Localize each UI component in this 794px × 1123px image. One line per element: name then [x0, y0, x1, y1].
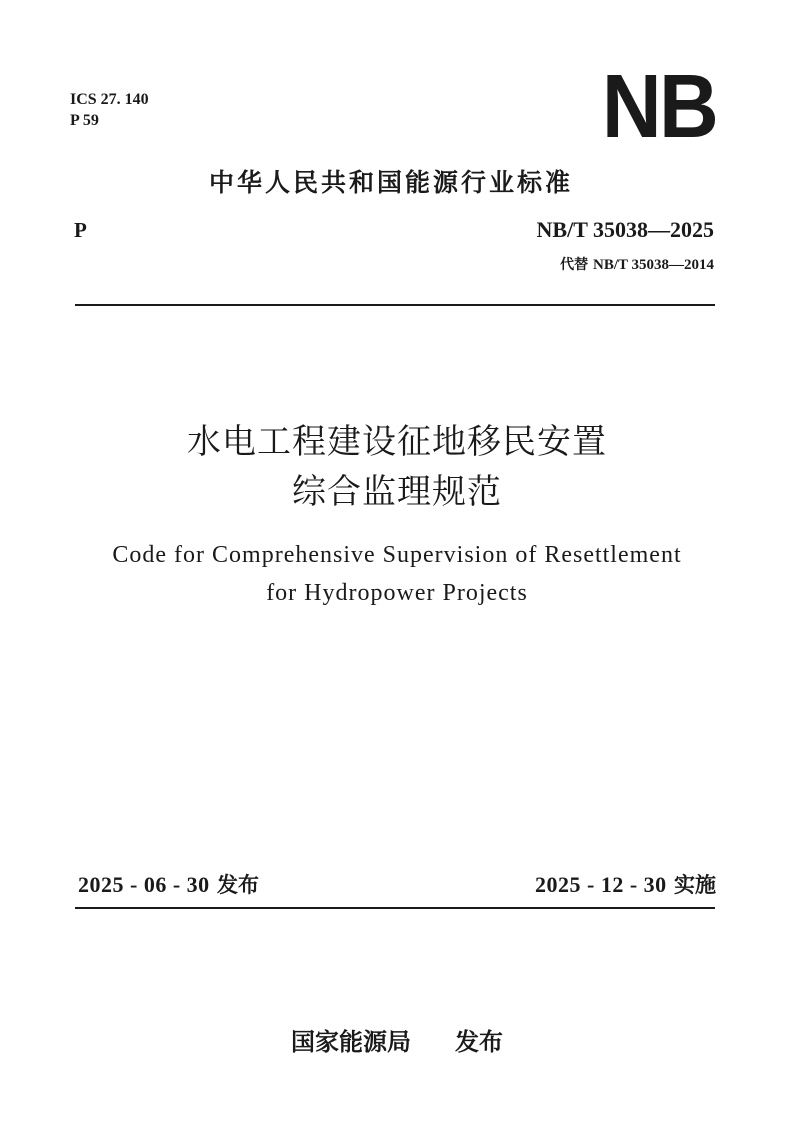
issue-date: 2025 - 06 - 30 — [78, 872, 210, 897]
title-en-line2: for Hydropower Projects — [266, 580, 528, 606]
publisher-name: 国家能源局 — [291, 1028, 411, 1056]
classification-letter: P — [74, 218, 87, 242]
standard-number: NB/T 35038—2025 — [536, 217, 714, 242]
top-divider — [75, 304, 715, 306]
standard-category: 中华人民共和国能源行业标准 — [208, 168, 573, 197]
implementation-date-line — [535, 871, 716, 899]
issue-date-line — [78, 871, 259, 899]
title-zh-line1: 水电工程建设征地移民安置 — [187, 422, 607, 462]
replaces-number: NB/T 35038—2014 — [593, 257, 714, 273]
title-zh-line2: 综合监理规范 — [292, 472, 502, 512]
implementation-label: 实施 — [674, 873, 716, 897]
publisher-line — [0, 1027, 794, 1057]
publisher-action: 发布 — [455, 1028, 503, 1056]
title-en-line1: Code for Comprehensive Supervision of Resettlement — [112, 542, 682, 568]
ics-code: ICS 27. 140 — [70, 91, 149, 108]
replaces-prefix: 代替 — [560, 257, 589, 273]
implementation-date: 2025 - 12 - 30 — [535, 872, 667, 897]
replaces-line — [560, 256, 714, 274]
nb-logo: NB — [601, 57, 716, 157]
bottom-divider — [75, 907, 715, 909]
ccs-code: P 59 — [70, 112, 99, 129]
issue-label: 发布 — [216, 873, 259, 897]
